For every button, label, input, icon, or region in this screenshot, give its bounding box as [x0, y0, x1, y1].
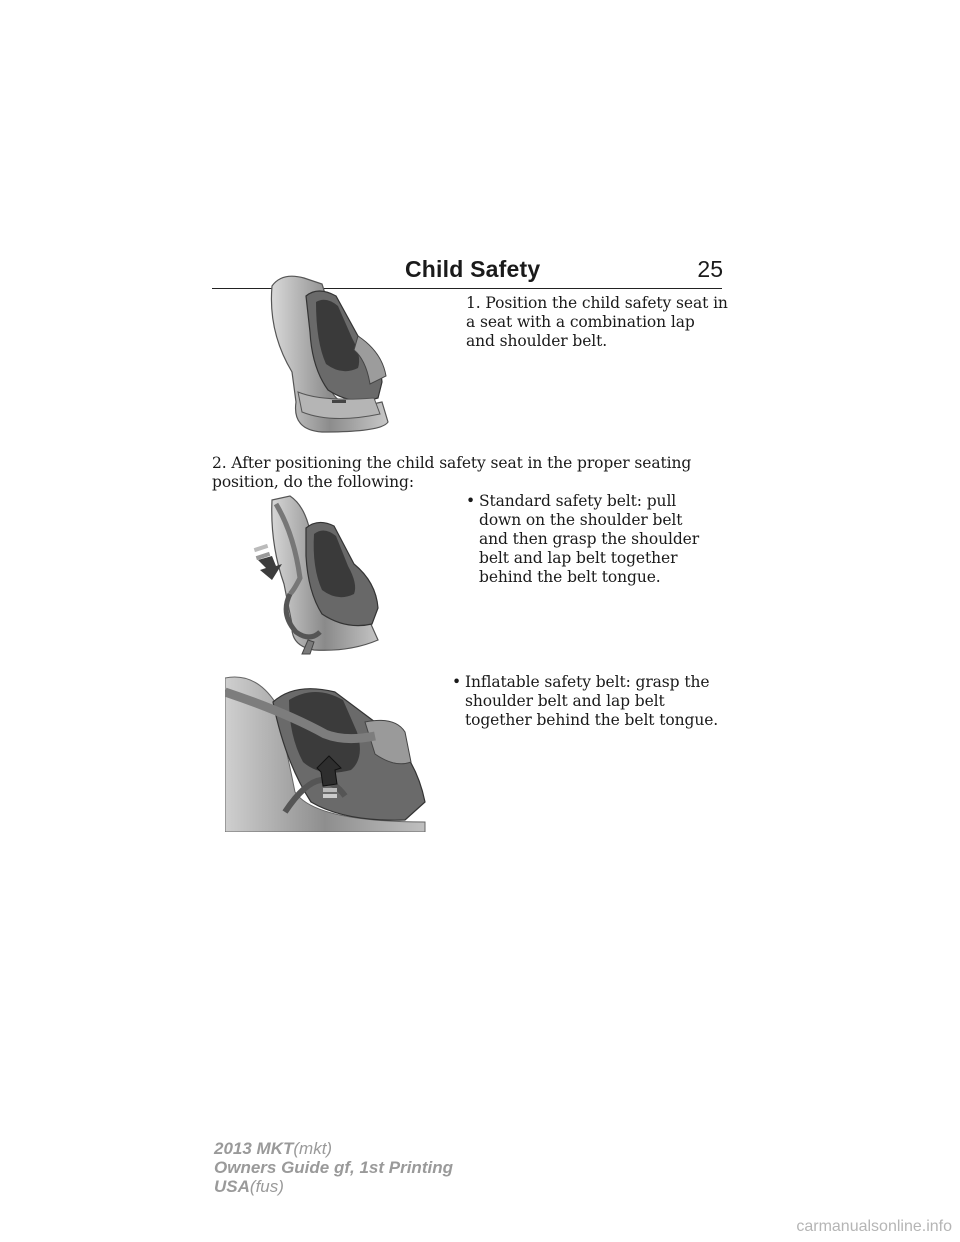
child-seat-illustration-1 — [262, 272, 402, 434]
step-2-text: 2. After positioning the child safety seat in the proper seating position, do the following: — [212, 454, 692, 491]
footer-line-1: 2013 MKT(mkt) — [214, 1139, 333, 1158]
inflatable-belt-illustration — [225, 672, 430, 832]
bullet-standard-belt — [466, 492, 728, 592]
document-footer — [214, 1139, 453, 1196]
watermark-link[interactable]: carmanualsonline.info — [796, 1218, 952, 1235]
step-1-text: 1. Position the child safety seat in a seat with a combination lap and shoulder belt. — [466, 294, 728, 350]
bullet-symbol: • — [452, 673, 462, 691]
bullet-symbol: • — [466, 492, 476, 510]
footer-line-3: USA(fus) — [214, 1177, 284, 1196]
bullet-inflatable-belt — [452, 673, 728, 743]
bullet-text: Standard safety belt: pull down on the shoulder belt and then grasp the shoulder belt and lap belt together behind the belt tongue. — [479, 492, 700, 586]
footer-line-2: Owners Guide gf, 1st Printing — [214, 1158, 453, 1177]
section-title: Child Safety — [405, 256, 541, 282]
page-number: 25 — [697, 256, 723, 282]
bullet-text: Inflatable safety belt: grasp the shoulder belt and lap belt together behind the belt tongue. — [465, 673, 719, 729]
standard-belt-illustration — [250, 494, 400, 656]
